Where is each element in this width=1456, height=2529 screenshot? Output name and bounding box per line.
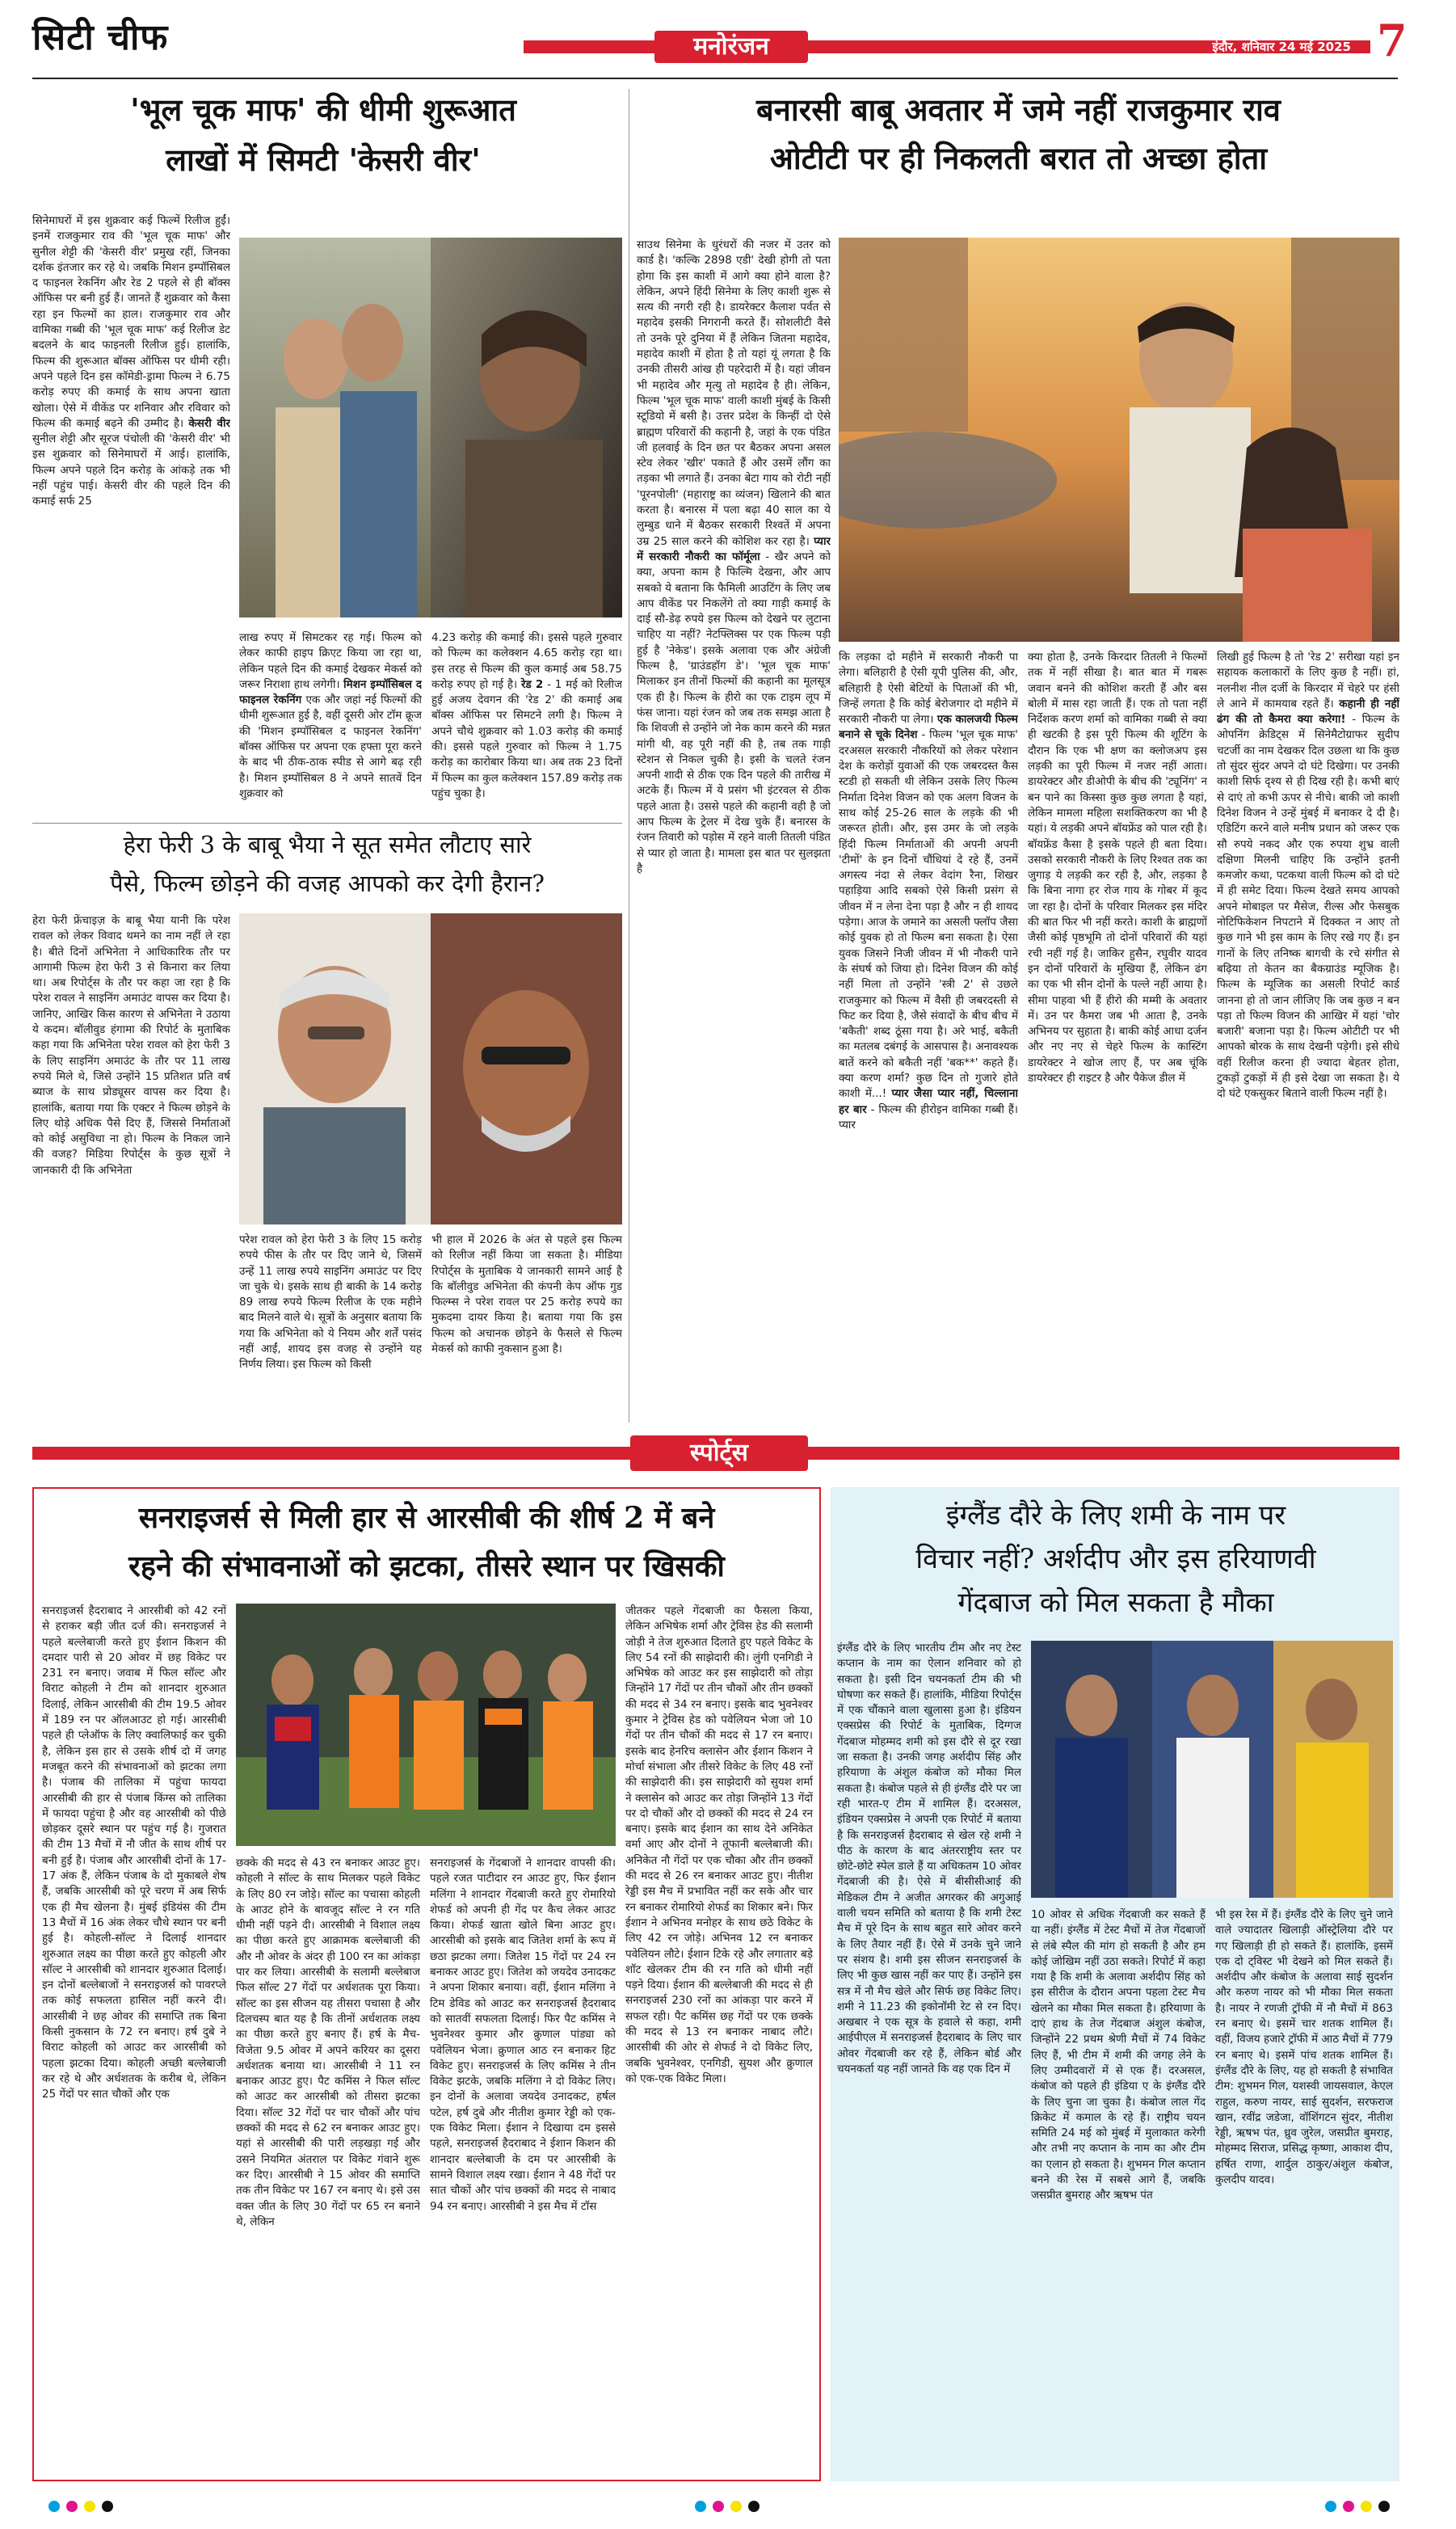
yellow-dot bbox=[84, 2501, 95, 2512]
dateline: इंदौर, शनिवार 24 मई 2025 bbox=[1212, 40, 1351, 54]
bollywood-col-1: सिनेमाघरों में इस शुक्रवार कई फिल्में रिलीज हुईं। इनमें राजकुमार राव की 'भूल चूक माफ' और सुनील शेट्टी की 'केसरी वीर' प्रमुख रहीं, जिनका दर्शक इंतजार कर रहे थे। जबकि मिशन इम्पॉसिबल द फाइनल रेकनिंग और रेड 2 पहले से ही बॉक्स ऑफिस पर बनी हुई हैं। जानते हैं शुक्रवार को कैसा रहा इन फिल्मों का हाल। राजकुमार राव और वामिका गब्बी की 'भूल चूक माफ' कई रिलीज डेट बदलने के बाद फाइनली रिलीज हुई। हालांकि, फिल्म की शुरूआत बॉक्स ऑफिस पर धीमी रही। अपने पहले दिन इस कॉमेडी-ड्रामा फिल्म ने 6.75 करोड़ रुपए की कमाई के साथ अपना खाता खोला। ऐसे में वीकेंड पर शनिवार और रविवार को फिल्म की कमाई बढ़ने की उम्मीद है। केसरी वीर सुनील शेट्टी और सूरज पंचोली की 'केसरी वीर' भी इस शुक्रवार को सिनेमाघरों में आई। हालांकि, फिल्म अपने पहले दिन करोड़ के आंकड़े तक भी नहीं पहुंच पाई। केसरी वीर की पहले दिन की कमाई सर्फ 25 bbox=[32, 214, 230, 508]
rcb-col-3: सनराइजर्स के गेंदबाजों ने शानदार वापसी की। पहले रजत पाटीदार रन आउट हुए, फिर ईशान मलिंगा ने शानदार गेंदबाजी करते हुए रोमारियो शेफर्ड को अपनी ही गेंद पर कैच लेकर आउट किया। शेफर्ड खाता खोले बिना आउट हुए। आरसीबी को इसके बाद जितेश शर्मा के रूप में छठा झटका लगा। जितेश 15 गेंदों पर 24 रन बनाकर आउट हुए। जितेश को जयदेव उनादकट ने अपना शिकार बनाया। वहीं, ईशान मलिंगा ने टिम डेविड को आउट कर सनराइजर्स हैदराबाद को सातवीं सफलता दिलाई। फिर पैट कमिंस ने भुवनेश्वर कुमार और क्रुणाल पांड्या को पवेलियन भेजा। क्रुणाल आठ रन बनाकर हिट विकेट हुए। सनराइजर्स के लिए कमिंस ने तीन विकेट झटके, जबकि मलिंगा ने दो विकेट लिए। इन दोनों के अलावा जयदेव उनादकट, हर्षल पटेल, हर्ष दुबे और नीतीश कुमार रेड्डी को एक-एक विकेट मिला। ईशान ने दिखाया दम इससे पहले, सनराइजर्स हैदराबाद ने ईशान किशन की शानदार बल्लेबाजी के दम पर आरसीबी के सामने विशाल लक्ष्य रखा। ईशान ने 48 गेंदों पर सात चौकों और पांच छक्कों की मदद से नाबाद 94 रन बनाए। आरसीबी ने इस मैच में टॉस bbox=[430, 1857, 616, 2213]
yellow-dot bbox=[1361, 2501, 1372, 2512]
subhead-naukri: प्यार में सरकारी नौकरी का फॉर्मूला bbox=[637, 534, 831, 563]
masthead-rule bbox=[32, 78, 1398, 79]
subhead-kahani: कहानी ही नहीं ढंग की तो कैमरा क्या करेगा! bbox=[1217, 697, 1399, 727]
rajkummar-col-1: साउथ सिनेमा के धुरंधरों की नजर में उतर को कार्ड है। 'कल्कि 2898 एडी' देखी होगी तो पता होगा कि इस काशी में आगे क्या होने वाला है? लेकिन, अपने हिंदी सिनेमा के लिए काशी शुरू से सत्य की नगरी रही है। डायरेक्टर कैलाश पर्वत से महादेव इसकी निगरानी करते हैं। सोशलीटी वैसे तो उनके पूरे दुनिया में हैं लेकिन जितना महादेव, महादेव काशी में होता है तो यहां यूं लगता है कि उनकी तीसरी आंख ही पहरेदारी में है। यहां जीवन भी महादेव और मृत्यु तो महादेव है ही। लेकिन, फिल्म 'भूल चूक माफ' वाली काशी मुंबई के किसी स्टूडियो में बसी है। उत्तर प्रदेश के किन्हीं दो ऐसे ब्राह्मण परिवारों की कहानी है, जहां के एक पंडित जी हलवाई के दिन छत पर बैठकर अपना असल स्टेव लेकर 'खीर' पकाते हैं और उसमें लौंग का तड़का भी लगाते हैं। उनका बेटा गाय को रोटी नहीं 'पूरनपोली' (महाराष्ट्र का व्यंजन) खिलाने की बात करता है। बनारस में पला बढ़ा 40 साल का ये लुम्बुड धाने में बैठकर सरकारी रिश्वतें में अपना उम्र 25 साल करने की कोशिश कर रहा है। प्यार में सरकारी नौकरी का फॉर्मूला - खैर अपने को क्या, अपना काम है फिल्मि देखना, और आप सबको ये बताना कि फैमिली आउटिंग के लिए जब आप वीकेंड पर निकलेंगे तो क्या गाड़ी कमाई के दाई सौ-डेढ़ रुपये इस फिल्म को देखने पर लुटाना चाहिए या नहीं? नेटफ्लिक्स पर एक फिल्म पड़ी हुई है 'नेकेड'। इसके अलावा एक और अंग्रेजी फिल्म है, 'ग्राउंडहॉग डे'। 'भूल चूक माफ' मिलाकर इन तीनों फिल्मों की कहानी का मूलसूत्र एक ही है। फिल्म के हीरो का एक टाइम लूप में फंस जाना। यहां रंजन को जब तक समझ आता है कि शिवजी से उन्होंने जो नेक काम करने की मन्नत मांगी थी, वह पूरी नहीं की है, तब तक गाड़ी स्टेशन से निकल चुकी है। इसी के चलते रंजन अपनी शादी से ठीक एक दिन पहले की तारीख में अटके हैं। फिल्म में ये प्रसंग भी इंटरवल से ठीक पहले आता है। उससे पहले की कहानी वही है जो आप फिल्म के ट्रेलर में देख चुके हैं। बनारस के रंजन तिवारी को पड़ोस में रहने वाली तितली पंडित से प्यार हो जाता है। मामला इस बात पर सुलझता है bbox=[637, 238, 831, 875]
shami-col-2: 10 ओवर से अधिक गेंदबाजी कर सकते हैं या नहीं। इंग्लैंड में टेस्ट मैचों में तेज गेंदबाजों से लंबे स्पैल की मांग हो सकती है और हम कोई जोखिम नहीं उठा सकते। रिपोर्ट में कहा गया है कि शमी के अलावा अर्शदीप सिंह को इस सीरीज के दौरान अपना पहला टेस्ट मैच खेलने का मौका मिल सकता है। हरियाणा के दाएं हाथ के तेज गेंदबाज अंशुल कंबोज, जिन्होंने 22 प्रथम श्रेणी मैचों में 74 विकेट लिए हैं, भी टीम में शमी की जगह लेने के लिए उम्मीदवारों में से एक हैं। दरअसल, कंबोज को पहले ही इंडिया ए के इंग्लैंड दौरे के लिए चुना जा चुका है। कंबोज लाल गेंद क्रिकेट में कमाल के रहे हैं। राष्ट्रीय चयन समिति 24 मई को मुंबई में मुलाकात करेगी और तभी नए कप्तान के नाम का और टीम का एलान हो सकता है। शुभमन गिल कप्तान बनने की रेस में सबसे आगे हैं, जबकि जसप्रीत बुमराह और ऋषभ पंत bbox=[1031, 1908, 1206, 2202]
rajkummar-col-3: क्या होता है, उनके किरदार तितली ने फिल्मों तक में नहीं सीखा है। बात बात में गबरू जवान बनने की कोशिश करती हैं और बस बोली में मास रहा जाती हैं। एक तो पता नहीं निर्देशक करण शर्मा को वामिका गब्बी से क्या ही खटकी है इस पूरी फिल्म की शूटिंग के दौरान कि एक भी क्षण का क्लोजअप इस लड़की का पूरी फिल्म में नजर नहीं आता। डायरेक्टर और डीओपी के बीच की 'ट्यूनिंग' न बन पाने का किस्सा कुछ कुछ लगता है यहां, लेकिन मामला महिला सशक्तिकरण का भी है यहां। ये लड़की अपने बॉयफ्रेंड को पाल रही है। बॉयफ्रेंड कैसा है इसके पहले ही बता दिया। उसको सरकारी नौकरी के लिए रिश्वत तक का जुगाड़ ये लड़की कर रही है, और, लड़का है कि बिना नागा हर रोज गाय के गोबर में कूद जा रहा है। दोनों के परिवार मिलकर इस मंदिर की बात फिर भी नहीं करते। काशी के ब्राह्मणों जैसी कोई पृष्ठभूमि तो दोनों परिवारों की यहां रची नहीं गई है। जाकिर हुसैन, रघुवीर यादव इन दोनों परिवारों के मुखिया हैं, लेकिन ढंग का एक भी सीन दोनों के पल्ले नहीं आया है। सीमा पाहवा भी हैं हीरो की मम्मी के अवतार में। उन पर कैमरा जब भी आता है, उनके अभिनय पर सुहाता है। बाकी कोई आधा दर्जन और नए नए से चेहरे फिल्म के कास्टिंग डायरेक्टर ने खोज लाए हैं, पर अब चूंकि डायरेक्टर ही राइटर है और पैकेज डील में bbox=[1028, 651, 1207, 1085]
shami-headline-1: इंग्लैंड दौरे के लिए शमी के नाम पर bbox=[945, 1499, 1286, 1532]
rajkummar-photo bbox=[839, 238, 1399, 642]
bollywood-col-3: 4.23 करोड़ की कमाई की। इससे पहले गुरुवार को फिल्म का कलेक्शन 4.65 करोड़ रहा था। इस तरह से फिल्म की कुल कमाई अब 58.75 करोड़ रुपए हो गई है। रेड 2 - 1 मई को रिलीज हुई अजय देवगन की 'रेड 2' की कमाई अब बॉक्स ऑफिस पर सिमटने लगी है। फिल्म ने अपने चौथे शुक्रवार को 1.03 करोड़ की कमाई की। इससे पहले गुरुवार को फिल्म ने 1.75 करोड़ का कारोबार किया था। अब तक 23 दिनों में फिल्म का कुल कलेक्शन 157.89 करोड़ तक पहुंच चुका है। bbox=[431, 631, 622, 800]
section-name: सिटी चीफ bbox=[32, 17, 169, 58]
print-marks-left bbox=[48, 2501, 113, 2512]
yellow-dot bbox=[730, 2501, 742, 2512]
rajkummar-col-2: कि लड़का दो महीने में सरकारी नौकरी पा लेगा। बलिहारी है ऐसी यूपी पुलिस की, और, बलिहारी है ऐसी बेटियों के पिताओं की भी, जिन्हें लगता है कि कोई बेरोजगार दो महीने में सरकारी नौकरी पा लेगा। एक कालजयी फिल्म बनाने से चूके दिनेश - फिल्म 'भूल चूक माफ' दरअसल सरकारी नौकरियों को लेकर परेशान देश के करोड़ों युवाओं की एक जबरदस्त कैस स्टडी हो सकती थी लेकिन उसके लिए फिल्म निर्माता दिनेश विजन को एक अलग विजन के साथ कोई 25-26 साल के लड़के की भी जरूरत होती। और, इस उमर के जो लड़के हिंदी फिल्म निर्माताओं की अपनी अपनी 'टीमों' के इन दिनों चौंधियां दे रहे हैं, उनमें अगस्त्य नंदा से लेकर वेदांग रैना, शिखर पहाड़िया आदि सबको ऐसे किसी प्रसंग से जीवन में न लेना देना पड़ा है और न ही शायद पड़ेगा। आज के जमाने का असली फ्लॉप जैसा कोई युवक हो तो फिल्म बना सकता है। ऐसा युवक जिसने निजी जीवन में भी नौकरी पाने के संघर्ष को जिया हो। दिनेश विजन की कोई नहीं मिला तो उन्होंने 'स्त्री 2' से उछले राजकुमार को फिल्म में वैसी ही जबरदस्ती से फिट कर दिया है, जैसे संवादों के बीच बीच में 'बकैती' शब्द ठूंसा गया है। अरे भाई, बकैती का मतलब दबंगई के आसपास है। अनावश्यक बातें करने को बकैती नहीं 'बक**' कहते हैं। क्या करण शर्मा? कुछ दिन तो गुजारे होते काशी में...! प्यार जैसा प्यार नहीं, चिल्लाना हर बार - फिल्म की हीरोइन वामिका गब्बी हैं। प्यार bbox=[839, 651, 1018, 1132]
black-dot bbox=[102, 2501, 113, 2512]
subhead-mission: मिशन इम्पॉसिबल द फाइनल रेकनिंग bbox=[239, 677, 422, 707]
herapheri-col-1: हेरा फेरी फ्रेंचाइज़ के बाबू भैया यानी कि परेश रावल को लेकर विवाद थमने का नाम नहीं ले रहा है। बीते दिनों अभिनेता ने आधिकारिक तौर पर आगामी फिल्म हेरा फेरी 3 से किनारा कर लिया था। अब रिपोर्ट्स के तौर पर कहा जा रहा है कि परेश रावल ने साइनिंग अमाउंट वापस कर दिया है। जानिए, आखिर किस कारण से अभिनेता ने उठाया ये कदम। बॉलीवुड हंगामा की रिपोर्ट के मुताबिक कहा गया कि अभिनेता परेश रावल को हेरा फेरी 3 के लिए साइनिंग अमाउंट के तौर पर 11 लाख रुपये मिले थे, जिसे उन्होंने 15 प्रतिशत प्रति वर्ष ब्याज के साथ प्रोड्यूसर वापस कर दिया है। हालांकि, बताया गया कि एक्टर ने फिल्म छोड़ने के लिए थोड़े अधिक पैसे दिए हैं, जिससे निर्माताओं को कोई असुविधा ना हो। फिल्म के निकल जाने की वजह? मिडिया रिपोर्ट्स के कुछ सूत्रों ने जानकारी दी कि अभिनेता bbox=[32, 914, 230, 1177]
page-number: 7 bbox=[1377, 15, 1408, 66]
cyan-dot bbox=[1325, 2501, 1336, 2512]
subhead-raid: रेड 2 bbox=[520, 677, 544, 691]
rajkummar-headline-2: ओटीटी पर ही निकलती बरात तो अच्छा होता bbox=[769, 140, 1268, 176]
shami-col-1: इंग्लैंड दौरे के लिए भारतीय टीम और नए टेस्ट कप्तान के नाम का ऐलान शनिवार को हो सकता है। इसी दिन चयनकर्ता टीम की भी घोषणा कर सकते हैं। हालांकि, मीडिया रिपोर्ट्स में एक चौंकाने वाला खुलासा हुआ है। इंडियन एक्सप्रेस की रिपोर्ट के मुताबिक, दिग्गज गेंदबाज मोहम्मद शमी को इस दौरे से दूर रखा जा सकता है। उनकी जगह अर्शदीप सिंह और हरियाणा के अंशुल कंबोज को मौका मिल सकता है। कंबोज पहले से ही इंग्लैंड दौरे पर जा रही भारत-ए टीम में शामिल हैं। दरअसल, इंडियन एक्सप्रेस ने अपनी एक रिपोर्ट में बताया है कि सनराइजर्स हैदराबाद से खेल रहे शमी ने पीठ के कारण के बाद अंतरराष्ट्रीय स्तर पर छोटे-छोटे स्पेल डाले हैं या अधिकतम 10 ओवर गेंदबाजी की है। ऐसे में बीसीसीआई की मेडिकल टीम ने अजीत अगरकर की अगुआई वाली चयन समिति को बताया है कि शमी टेस्ट मैच में पूरे दिन के साथ बहुत सारे ओवर करने के लिए तैयार नहीं हैं। ऐसे में उनके चुने जाने पर संशय है। शमी इस सीजन सनराइजर्स के लिए भी कुछ खास नहीं कर पाए हैं। उन्होंने इस सत्र में नौ मैच खेले और सिर्फ छह विकेट लिए। शमी ने 11.23 की इकोनॉमी रेट से रन दिए। अखबार ने एक सूत्र के हवाले से कहा, शमी आईपीएल में सनराइजर्स हैदराबाद के लिए चार ओवर गेंदबाजी कर रहे हैं, लेकिन बोर्ड और चयनकर्ता यह नहीं जानते कि वह एक दिन में bbox=[837, 1642, 1021, 2076]
subhead-kesari: केसरी वीर bbox=[188, 416, 230, 430]
rcb-col-2: छक्के की मदद से 43 रन बनाकर आउट हुए। कोहली ने सॉल्ट के साथ मिलकर पहले विकेट के लिए 80 रन जोड़े। सॉल्ट का पचासा कोहली के आउट होने के बावजूद सॉल्ट ने रन गति धीमी नहीं पड़ने दी। आरसीबी ने विशाल लक्ष्य का पीछा करते हुए आक्रामक बल्लेबाजी की और नौ ओवर के अंदर ही 100 रन का आंकड़ा पार कर लिया। आरसीबी के सलामी बल्लेबाज फिल सॉल्ट 27 गेंदों पर अर्धशतक पूरा किया। सॉल्ट का इस सीजन यह तीसरा पचासा है और दिलचस्प बात यह है कि तीनों अर्धशतक लक्ष्य का पीछा करते हुए बनाए हैं। हर्ष के मैच-विजेता 9.5 ओवर में अपने करियर का दूसरा अर्धशतक बनाया था। आरसीबी ने 11 रन बनाकर आउट हुए। पैट कमिंस ने फिल सॉल्ट को आउट कर आरसीबी को तीसरा झटका दिया। सॉल्ट 32 गेंदों पर चार चौकों और पांच छक्कों की मदद से 62 रन बनाकर आउट हुए। यहां से आरसीबी की पारी लड़खड़ा गई और उसने नियमित अंतराल पर विकेट गंवाने शुरू कर दिए। आरसीबी ने 15 ओवर की समाप्ति तक तीन विकेट पर 167 रन बनाए थे। इसे उस वक्त जीत के लिए 30 गेंदों पर 65 रन बनाने थे, लेकिन bbox=[236, 1857, 420, 2228]
subhead-kaljayi: एक कालजयी फिल्म बनाने से चूके दिनेश bbox=[839, 713, 1018, 742]
print-marks-right bbox=[1325, 2501, 1390, 2512]
herapheri-headline-2: पैसे, फिल्म छोड़ने की वजह आपको कर देगी हैरान? bbox=[110, 870, 545, 897]
bollywood-headline-1: 'भूल चूक माफ' की धीमी शुरूआत bbox=[130, 91, 516, 128]
black-dot bbox=[1378, 2501, 1390, 2512]
herapheri-col-2: परेश रावल को हेरा फेरी 3 के लिए 15 करोड़ रुपये फीस के तौर पर दिए जाने थे, जिसमें उन्हें 11 लाख रुपये साइनिंग अमाउंट पर दिए जा चुके थे। इसके साथ ही बाकी के 14 करोड़ 89 लाख रुपये फिल्म रिलीज के एक महीने बाद मिलने वाले थे। सूत्रों के अनुसार बताया कि गया कि अभिनेता को ये नियम और शर्तें पसंद नहीं आईं, शायद इस वजह से उन्होंने यह निर्णय लिया। इस फिल्म को किसी bbox=[239, 1233, 422, 1372]
herapheri-col-3: भी हाल में 2026 के अंत से पहले इस फिल्म को रिलीज नहीं किया जा सकता है। मीडिया रिपोर्ट्स के मुताबिक ये जानकारी सामने आई है कि बॉलीवुड अभिनेता की कंपनी केप ऑफ गुड फिल्म्स ने परेश रावल पर 25 करोड़ रुपये का मुकदमा दायर किया है। बताया गया कि इस फिल्म को अचानक छोड़ने के फैसले से फिल्म मेकर्स को काफी नुकसान हुआ है। bbox=[431, 1233, 622, 1356]
shami-headline-3: गेंदबाज को मिल सकता है मौका bbox=[957, 1587, 1274, 1619]
print-marks-center bbox=[695, 2501, 760, 2512]
shami-headline-2: विचार नहीं? अर्शदीप और इस हरियाणवी bbox=[915, 1543, 1316, 1575]
herapheri-headline-1: हेरा फेरी 3 के बाबू भैया ने सूत समेत लौटाए सारे bbox=[123, 831, 532, 858]
rcb-photo bbox=[236, 1604, 616, 1846]
rcb-col-1: सनराइजर्स हैदराबाद ने आरसीबी को 42 रनों से हराकर बड़ी जीत दर्ज की। सनराइजर्स ने पहले बल्लेबाजी करते हुए ईशान किशन की दमदार पारी से 20 ओवर में छह विकेट पर 231 रन बनाए। जवाब में फिल सॉल्ट और विराट कोहली ने टीम को शानदार शुरुआत दिलाई, लेकिन आरसीबी की टीम 19.5 ओवर में 189 रन पर ऑलआउट हो गई। आरसीबी पहले ही प्लेऑफ के लिए क्वालिफाई कर चुकी है, लेकिन इस हार से उसके शीर्ष दो में जगह मजबूत करने की संभावनाओं को झटका लगा है। पंजाब की तालिका में पहुंचा फायदा आरसीबी की हार से पंजाब किंग्स को तालिका में फायदा पहुंचा है और वह आरसीबी को पीछे छोड़कर दूसरे स्थान पर पहुंच गई है। गुजरात की टीम 13 मैचों में नौ जीत के साथ शीर्ष पर बनी हुई है। पंजाब और आरसीबी दोनों के 17-17 अंक हैं, लेकिन पंजाब के दो मुकाबले शेष हैं, जबकि आरसीबी को पूरे चरण में अब सिर्फ एक ही मैच खेलना है। मुंबई इंडियंस की टीम 13 मैचों में 16 अंक लेकर चौथे स्थान पर बनी हुई है। कोहली-सॉल्ट ने दिलाई शानदार शुरुआत लक्ष्य का पीछा करते हुए कोहली और सॉल्ट ने आरसीबी को शानदार शुरुआत दिलाई। इन दोनों बल्लेबाजों ने सनराइजर्स को पावरप्ले तक कोई सफलता हासिल नहीं करने दी। आरसीबी ने छह ओवर की समाप्ति तक बिना किसी नुकसान के 72 रन बनाए। हर्ष दुबे ने विराट कोहली को आउट कर आरसीबी को पहला झटका दिया। कोहली अच्छी बल्लेबाजी कर रहे थे और अर्धशतक के करीब थे, लेकिन 25 गेंदों पर सात चौकों और एक bbox=[42, 1604, 226, 2101]
magenta-dot bbox=[713, 2501, 724, 2512]
shami-photo bbox=[1031, 1641, 1393, 1898]
cyan-dot bbox=[48, 2501, 60, 2512]
sports-banner: स्पोर्ट्स bbox=[630, 1435, 808, 1471]
subhead-pyar: प्यार जैसा प्यार नहीं, चिल्लाना हर बार bbox=[839, 1087, 1018, 1116]
bollywood-headline-2: लाखों में सिमटी 'केसरी वीर' bbox=[166, 141, 481, 178]
rajkummar-headline-1: बनारसी बाबू अवतार में जमे नहीं राजकुमार राव bbox=[756, 91, 1281, 128]
page-category: मनोरंजन bbox=[654, 31, 808, 63]
magenta-dot bbox=[66, 2501, 78, 2512]
herapheri-rule bbox=[32, 823, 622, 824]
rcb-headline-1: सनराइजर्स से मिली हार से आरसीबी की शीर्ष 2 में बने bbox=[138, 1501, 715, 1535]
bollywood-photo bbox=[239, 238, 622, 617]
rcb-col-4: जीतकर पहले गेंदबाजी का फैसला किया, लेकिन अभिषेक शर्मा और ट्रेविस हेड की सलामी जोड़ी ने तेज शुरुआत दिलाते हुए पहले विकेट के लिए 54 रनों की साझेदारी की। लुंगी एनगिडी ने अभिषेक को आउट कर इस साझेदारी को तोड़ा जिन्होंने 17 गेंदों पर तीन चौकों और तीन छक्कों की मदद से 34 रन बनाए। इसके बाद भुवनेश्वर कुमार ने ट्रेविस हेड को पवेलियन भेजा जो 10 गेंदों पर तीन चौकों की मदद से 17 रन बनाए। इसके बाद हेनरिच क्लासेन और ईशान किशन ने मोर्चा संभाला और तीसरे विकेट के लिए 48 रनों की साझेदारी की। इस साझेदारी को सुयश शर्मा ने क्लासेन को आउट कर तोड़ा जिन्होंने 13 गेंदों पर दो चौकों और दो छक्कों की मदद से 24 रन बनाए। इसके बाद ईशान का साथ देने अनिकेत वर्मा आए और दोनों ने तूफानी बल्लेबाजी की। अनिकेत नौ गेंदों पर एक चौका और तीन छक्कों की मदद से 26 रन बनाकर आउट हुए। नीतीश रेड्डी इस मैच में प्रभावित नहीं कर सके और चार रन बनाकर रोमारियो शेफर्ड का शिकार बने। फिर ईशान ने अभिनव मनोहर के साथ छठे विकेट के लिए 42 रन जोड़े। अभिनव 12 रन बनाकर पवेलियन लौटे। ईशान टिके रहे और लगातार बड़े शॉट खेलकर टीम की रन गति को धीमी नहीं पड़ने दिया। ईशान की बल्लेबाजी की मदद से ही सनराइजर्स 230 रनों का आंकड़ा पार करने में सफल रही। पैट कमिंस छह गेंदों पर एक छक्के की मदद से 13 रन बनाकर नाबाद लौटे। आरसीबी की ओर से शेफर्ड ने दो विकेट लिए, जबकि भुवनेश्वर, एनगिडी, सुयश और क्रुणाल को एक-एक विकेट मिला। bbox=[625, 1604, 813, 2085]
cyan-dot bbox=[695, 2501, 706, 2512]
herapheri-photo bbox=[239, 913, 622, 1224]
bollywood-col-2: लाख रुपए में सिमटकर रह गई। फिल्म को लेकर काफी हाइप क्रिएट किया जा रहा था, लेकिन पहले दिन की कमाई देखकर मेकर्स को जरूर निराशा हाथ लगेगी। मिशन इम्पॉसिबल द फाइनल रेकनिंग एक और जहां नई फिल्मों की धीमी शुरूआत हुई है, वहीं दूसरी ओर टॉम क्रूज की 'मिशन इम्पॉसिबल द फाइनल रेकनिंग' बॉक्स ऑफिस पर अपना एक हफ्ता पूरा करने के बाद भी ठीक-ठाक स्पीड से आगे बढ़ रही है। मिशन इम्पॉसिबल 8 ने अपने सातवें दिन शुक्रवार को bbox=[239, 631, 422, 800]
rcb-headline-2: रहने की संभावनाओं को झटका, तीसरे स्थान पर खिसकी bbox=[128, 1549, 725, 1583]
rajkummar-col-4: लिखी हुई फिल्म है तो 'रेड 2' सरीखा यहां इन सहायक कलाकारों के लिए कुछ है नहीं। हां, नलनीश नील दर्जी के किरदार में चेहरे पर हंसी ले आने में कामयाब रहते हैं। कहानी ही नहीं ढंग की तो कैमरा क्या करेगा! - फिल्म के ओपनिंग क्रेडिट्स में सिनेमैटोग्राफर सुदीप चटर्जी का नाम देखकर दिल उछला था कि कुछ तो सुंदर सुंदर अपने दो घंटे दिखेगा। पर उनकी काशी सिर्फ दृश्य से ही दिख रही है। कभी बाएं से दाएं तो कभी ऊपर से नीचे। बाकी जो काशी दिनेश विजन ने उन्हें मुंबई में बनाकर दे दी है। एडिटिंग करने वाले मनीष प्रधान को जरूर एक सौ रुपये नकद और एक रुपया शुभ्र वाली दक्षिणा मिलनी चाहिए कि उन्होंने इतनी कमजोर कथा, पटकथा वाली फिल्म को दो घंटे में ही समेट दिया। फिल्म देखते समय आपको अपने मोबाइल पर मैसेज, रील्स और फेसबुक नोटिफिकेशन निपटाने में दिक्कत न आए तो कुछ गाने भी इस काम के लिए रखे गए हैं। इन गानों के लिए तनिष्क बागची के रचे संगीत से बढ़िया तो केतन का बैकग्राउंड म्यूजिक है। फिल्म के म्यूजिक का असली रिपोर्ट कार्ड जानना हो तो जान लीजिए कि जब कुछ न बन पड़ा तो फिल्म विजन की आखिर में यहां 'चोर बजारी' बजाना पड़ा है। फिल्म ओटीटी पर भी आपको बोरक के साथ देखनी पड़ेगी। इसे सीधे वहीं रिलीज करना ही ज्यादा बेहतर होता, टुकड़ों टुकड़ों में ही इसे देखा जा सकता है। ये दो घंटे एकसुकर बिताने वाली फिल्म नहीं है। bbox=[1217, 651, 1399, 1101]
black-dot bbox=[748, 2501, 760, 2512]
shami-col-3: भी इस रेस में हैं। इंग्लैंड दौरे के लिए चुने जाने वाले ज्यादातर खिलाड़ी ऑस्ट्रेलिया दौरे पर गए खिलाड़ी ही हो सकते हैं। हालांकि, इसमें एक दो ट्विस्ट भी देखने को मिल सकते हैं। अर्शदीप और कंबोज के अलावा साई सुदर्शन और करुण नायर को भी मौका मिल सकता है। नायर ने रणजी ट्रॉफी में नौ मैचों में 863 रन बनाए थे। इसमें चार शतक शामिल हैं। वहीं, विजय हजारे ट्रॉफी में आठ मैचों में 779 रन बनाए थे। इसमें पांच शतक शामिल हैं। इंग्लैंड दौरे के लिए, यह हो सकती है संभावित टीम: शुभमन गिल, यशस्वी जायसवाल, केएल राहुल, करुण नायर, साई सुदर्शन, सरफराज खान, रवींद्र जडेजा, वॉशिंगटन सुंदर, नीतीश रेड्डी, ऋषभ पंत, ध्रुव जुरेल, जसप्रीत बुमराह, मोहम्मद सिराज, प्रसिद्ध कृष्णा, आकाश दीप, हर्षित राणा, शार्दुल ठाकुर/अंशुल कंबोज, कुलदीप यादव। bbox=[1215, 1908, 1393, 2187]
magenta-dot bbox=[1343, 2501, 1354, 2512]
